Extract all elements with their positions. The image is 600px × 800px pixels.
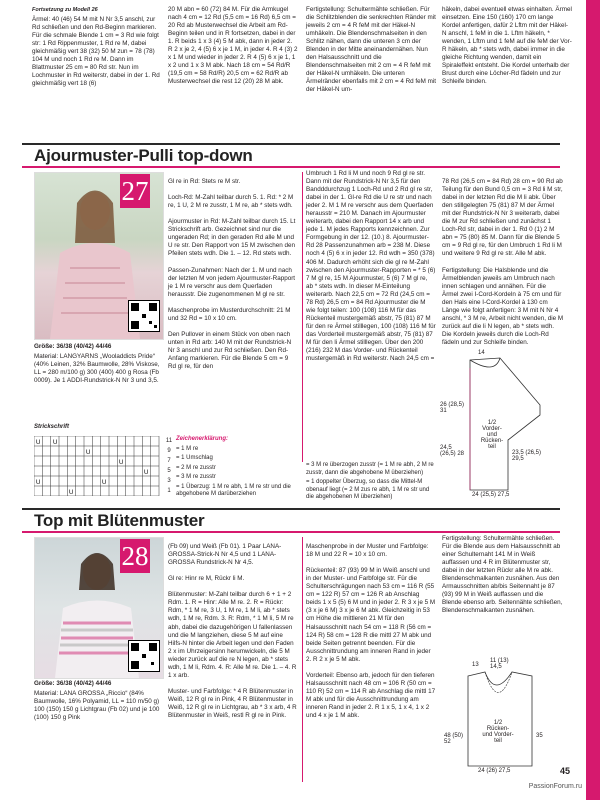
chart-row-label: 3 <box>167 478 171 484</box>
top-col3-text: Fertigstellung: Schultermähte schließen. Für die Schlitzblenden die senkrechten Ränder mit jeweils 2 cm = 4 R feM mit der Häkel-N umhäkeln. Die Blendenschmalseiten in den Schlitz nähen, dann die unteren 3 cm der Blenden in der Mitte aneinandernähen. Nun den Halsausschnitt und die Blendenschmalseiten mit 2 cm = 4 R feM mit der Häkel-N umhäkeln. Die unteren Ärmelränder ebenfalls mit 2 cm = 4 Rd feM mit der Häkel-N um- <box>306 6 437 94</box>
schema2-label-left: 48 (50) 52 <box>444 733 464 745</box>
section2-pink-rule <box>22 531 560 533</box>
svg-text:U: U <box>102 480 107 486</box>
section1-title: Ajourmuster-Pulli top-down <box>34 146 253 165</box>
legend-item: = 3 M re zusstr <box>176 474 216 480</box>
chart-row-label: 9 <box>167 448 171 454</box>
section1-schema <box>440 350 560 500</box>
section2-col-4 <box>442 535 564 617</box>
chart-row-label: 1 <box>167 488 171 494</box>
svg-text:U: U <box>86 450 91 456</box>
schema1-label-top: 14 <box>478 350 485 356</box>
svg-text:U: U <box>36 480 41 486</box>
section1-divider <box>302 172 303 462</box>
svg-text:U: U <box>36 440 41 446</box>
section1-col4-text: 78 Rd (26,5 cm = 84 Rd) 28 cm = 90 Rd ab Teilung für den Bund 0,5 cm = 3 Rd li M str, dabei in der letzten Rd die M li abk. Über den stillgelegten 75 (81) 87 M der Ärmel mit der Rundstrick-N Nr 3 weiterarb, dabei die M zur Rd schließen und zunächst 1 Loch-Rd str, dabei in der 1. Rd 0 (1) 2 M abn = 75 (80) 85 M. Dann für die Blende 5 cm = 9 Rd gl re, für den Umbruch 1 Rd li M und weitere 9 Rd gl re str. Alle M abk. Fertigstellung: Die Halsblende und die Ärmelblenden jeweils am Umbruch nach innen schlagen und annähen. Für die Ärmel zwei I-Cord-Kordeln à 75 cm und für den Hals eine I-Cord-Kordel à 130 cm Länge wie folgt anfertigen: 3 M mit N Nr 4 anschl, * 3 M re, Arbeit nicht wenden, die M zurück auf die li N legen, ab * stets wdh. Die Kordeln jeweils durch die Loch-Rd fädeln und zur Schleife binden. <box>442 178 564 346</box>
section1-material: Material: LANGYARNS „Wooladdicts Pride“ (40% Leinen, 32% Baumwolle, 28% Viskose, LL = 280 m/100 g) 300 (400) 400 g Rosa (Fb 0009). Je 1 ADDI-Rundstrick-N Nr 3 und 3,5. <box>34 353 160 385</box>
page-number: 45 <box>559 766 570 776</box>
schema2-label-top: 11 (13) 14,5 <box>490 658 509 670</box>
section1-col-2 <box>168 170 298 381</box>
legend-item: = 1 doppelter Überzug, so dass die Mittel-M obenauf liegt (= 2 M zus re abh, 1 M re str und die abgehobenen M überziehen) <box>306 479 430 500</box>
legend-item: = 2 M re zusstr <box>176 464 216 471</box>
section2-model-number: 28 <box>121 541 149 571</box>
continuation-heading: Fortsetzung zu Modell 26 <box>32 7 98 13</box>
page-edge-stripe <box>586 0 600 800</box>
legend-item: = 1 M re <box>176 445 199 452</box>
section1-pink-rule <box>22 166 560 168</box>
top-col4-text: häkeln, dabei eventuell etwas einhalten. Ärmel einsetzen. Eine 150 (160) 170 cm lange Kordel anfertigen, dafür 2 Lftm mit der Häkel-N anschl, 1 feM in die 1. Lftm häkeln, * wenden, 1 Lftm und 1 feM auf die feM der Vor-R häkeln, ab * stets wdh, dabei immer in die gleiche Richtung wenden, damit ein Spiraleffekt entsteht. Die Kordel unterhalb der Brust durch eine Löcher-Rd fädeln und zur Schleife binden. <box>442 6 572 86</box>
section1-size: Größe: 36/38 (40/42) 44/46 <box>34 343 112 350</box>
schema1-label-bottom: 24 (25,5) 27,5 <box>472 492 510 498</box>
chart-row-numbers <box>165 436 173 496</box>
section1-col2-text: Gl re in Rd: Stets re M str. Loch-Rd: M-Zahl teilbar durch 5. 1. Rd: * 2 M re, 1 U, 2 M re zusstr, 1 M re, ab * stets wdh. Ajourmuster in Rd: M-Zahl teilbar durch 15. Lt Strickschrift arb. Gezeichnet sind nur die ungeraden Rd; in den geraden Rd alle M und U re str. Den Rapport von 15 M zwischen den Pfeilen stets wdh. Die 1. – 12. Rd stets wdh. Passen-Zunahmen: Nach der 1. M und nach der letzten M von jedem Ajourmuster-Rapport je 1 M re verschr aus dem Querfaden herausstr. Die zugenommenen M gl re str. Maschenprobe im Musterdurchschnitt: 21 M und 32 Rd = 10 x 10 cm. Den Pullover in einem Stück von oben nach unten in Rd arb: 140 M mit der Rundstrick-N Nr 3 anschl und zur Rd schließen. Den Rd-Anfang markieren. Für die Blende 5 cm = 9 Rd gl re, für den <box>168 178 296 371</box>
chart-row-label: 7 <box>167 458 171 464</box>
section2-left-col <box>34 680 162 724</box>
top-col-3 <box>306 6 436 97</box>
strickschrift-label: Strickschrift <box>34 424 70 430</box>
schema2-label-bottom: 24 (26) 27,5 <box>478 768 511 774</box>
svg-text:U: U <box>69 490 74 496</box>
section1-col-3 <box>306 170 436 365</box>
top-col2-text: 20 M abn = 60 (72) 84 M. Für die Armkugel nach 4 cm = 12 Rd (5,5 cm = 16 Rd) 6,5 cm = 20 Rd ab Musterwechsel die Arbeit am Rd-Beginn teilen und in R fortsetzen, dabei in der 1. R beids 1 x 3 (4) 5 M abk, dann in jeder 2. R 2 x je 2, 4 (5) 6 x je 1 M, in jeder 4. R 4 (3) 2 x 1 M und wieder in jeder 2. R 4 (5) 6 x je 1, 1 x 2 und 1 x 3 M abk. Nach 18 cm = 54 Rd/R (19,5 cm = 58 Rd/R) 20,5 cm = 62 Rd/R ab Musterwechsel die rest 12 (20) 28 M abk. <box>168 6 298 86</box>
section2-col-3 <box>306 535 436 730</box>
zeichen-legend <box>176 436 302 501</box>
section2-divider <box>302 537 303 782</box>
section2-schema <box>440 658 560 776</box>
section1-col3-text: Umbruch 1 Rd li M und noch 9 Rd gl re str. Dann mit der Rundstrick-N Nr 3,5 für den Bandddurchzug 1 Loch-Rd und 2 Rd gl re str, dabei in der 1. Gl-re Rd die U re str und nach jeder 2. M 1 M re verschr aus dem Querfaden herausstr = 210 M. Danach im Ajourmuster weiterarb, dabei den Rapport 14 x arb und jede 1. M jedes Rapports kennzeichnen. Zur Formgebung in der 12. (10.) 8. Ajourmuster-Rd 28 Passenzunahmen arb = 238 M. Diese noch 4 (5) 6 x in jeder 12. Rd wdh = 350 (378) 406 M. Dadurch erhöht sich die gl re M-Zahl zwischen den Ajourmuster-Rapporten = * 5 (6) 7 M gl re, 15 M Ajourmuster, 5 (6) 7 M gl re, ab * stets wdh. In dieser M-Einteilung weiterarb. Nach 22,5 cm = 72 Rd (24,5 cm = 78 Rd) 26,5 cm = 84 Rd Ajourmuster die M wie folgt teilen: 100 (108) 116 M für das Rückenteil mustergemäß abstr, 75 (81) 87 M für den re Ärmel stilllegen, 100 (108) 116 M für das Vorderteil mustergemäß abstr, 75 (81) 87 M für den li Ärmel stilllegen. Über den 200 (216) 232 M das Vorder- und Rückenteil mustergemäß in Rd weiterstr. Nach 24,5 cm = <box>306 170 436 363</box>
section1-left-col <box>34 343 162 387</box>
section2-col4-text: Fertigstellung: Schultermähte schließen. Für die Blende aus dem Halsausschnitt ab einer Schulternaht 141 M in Weiß auffassen und 4 R im Blütenmuster str, dabei in der letzten Rückr alle M re abk. Blendenschmalkanten zusnähen. Aus den Armausschnitten ab/bis Seitennaht je 87 (93) 99 M in Weiß auffassen und die Blende ebenso arb. Seitennähte schließen, Blendenschmalkanten zusnähen. <box>442 535 563 615</box>
section1-col-4 <box>442 170 564 357</box>
schema2-label-top-left: 13 <box>472 662 479 668</box>
section2-material: Material: LANA GROSSA „Riccio“ (84% Baumwolle, 16% Polyamid, LL = 110 m/50 g) 100 (150) 150 g Lichtgrau (Fb 02) und je 100 (100) 150 g Pink <box>34 690 160 722</box>
top-col-4 <box>442 6 572 88</box>
section2-col-2 <box>168 535 298 730</box>
top-col-2 <box>168 6 298 88</box>
svg-text:U: U <box>53 440 58 446</box>
section2-col3-text: Maschenprobe in der Muster und Farbfolge: 18 M und 22 R = 10 x 10 cm. Rückenteil: 87 (93) 99 M in Weiß anschl und in der Muster- und Farbfolge str. Für die Schulterschrägungen nach 53 cm = 116 R (55 cm = 122 R) 57 cm = 126 R ab Anschlag beids 1 x 5 (5) 6 M und in jeder 2. R 3 x je 5 M (3 x je 6 M) 3 x je 6 M abk. Gleichzeitig in 53 cm Höhe die mittleren 21 M für den Halsausschnitt nach 54 cm = 118 R (56 cm = 124 R) 58 cm = 128 R die mittl 27 M abk und beide Seiten getrennt beenden. Für die Ausschnittrundung am inneren Rand in jeder 2. R 2 x je 5 M abk. Vorderteil: Ebenso arb, jedoch für den tieferen Halsausschnitt nach 48 cm = 106 R (50 cm = 110 R) 52 cm = 114 R ab Anschlag die mittl 17 M abk und für die Ausschnittrundung am inneren Rand in jeder 2. R 1 x 5, 1 x 4, 1 x 2 und 4 x je 1 M abk. <box>306 543 436 720</box>
legend-item: = 1 Überzug: 1 M re abh, 1 M re str und die abgehobene M darüberziehen <box>176 483 291 497</box>
schema1-label-left2: 24,5 (26,5) 28 <box>440 445 465 457</box>
section2-col2-text: (Fb 09) und Weiß (Fb 01). 1 Paar LANA-GROSSA-Strick-N Nr 4,5 und 1 LANA-GROSSA Rundstrick-N Nr 4,5. Gl re: Hinr re M, Rückr li M. Blütenmuster: M-Zahl teilbar durch 6 + 1 + 2 Rdm. 1. R = Hinr: Alle M re. 2. R = Rückr: Rdm, * 1 M re, 3 U, 1 M re, 1 M li, ab * stets wdh, 1 M re, Rdm. 3. R: Rdm, * 1 M li, 5 M re abh, dabei die dazugehörigen U fallenlassen und die M langziehen, diese 5 M auf eine Hilfs-N hinter die Arbeit legen und den Faden 2 x im Uhrzeigersinn herumwickeln, die 5 M wieder zurück auf die re N legen, ab * stets wdh, 1 M li, Rdm. 4. R: Alle M re. Die 1. – 4. R 1 x arb. Muster- und Farbfolge: * 4 R Blütenmuster in Weiß, 12 R gl re in Pink, 4 R Blütenmuster in Weiß, 12 R gl re in Lichtgrau, ab * 3 x arb, 4 R Blütenmuster in Weiß, restl R gl re in Pink. <box>168 543 297 720</box>
schema1-label-center: 1/2 Vorder- und Rücken-teil <box>480 420 504 450</box>
section1-rule <box>22 143 560 145</box>
watermark: PassionForum.ru <box>528 783 582 790</box>
legend-item: = 1 Umschlag <box>176 455 213 461</box>
chart-row-label: 5 <box>167 468 171 474</box>
schema-drawing <box>440 658 560 776</box>
top-col-1 <box>32 6 160 90</box>
zeichen-title: Zeichenerklärung: <box>176 436 229 442</box>
svg-text:U: U <box>144 470 149 476</box>
svg-text:U: U <box>119 460 124 466</box>
schema2-label-right: 35 <box>536 733 543 739</box>
section1-model-number: 27 <box>121 176 149 206</box>
section2-rule <box>22 508 560 510</box>
section2-size: Größe: 36/38 (40/42) 44/46 <box>34 680 112 687</box>
zeichen-legend-2 <box>306 462 436 504</box>
chart-row-label: 11 <box>165 438 173 444</box>
top-col1-text: Ärmel: 40 (46) 54 M mit N Nr 3,5 anschl, zur Rd schließen und den Rd-Beginn markieren. Für die schmale Blende 1 cm = 3 Rd wie folgt str: 1 Rd Rippenmuster, 1 Rd re M, dabei gleichmäßig vert 38 (32) 50 M zun = 78 (78) 104 M und noch 1 Rd re M. Dann im Blattmuster 25 cm = 80 Rd str. Nun im Lochmuster in Rd weiterstr, dabei in der 1. Rd gleichmäßig vert 18 (6) <box>32 16 160 88</box>
schema2-label-center: 1/2 Rücken- und Vorder-teil <box>482 720 514 744</box>
schema1-label-left: 26 (28,5) 31 <box>440 402 465 414</box>
section1-qr-code[interactable] <box>128 300 160 332</box>
schema1-label-right: 23,5 (26,5) 29,5 <box>512 450 542 462</box>
section2-qr-code[interactable] <box>128 640 160 672</box>
legend-item: = 3 M re überzogen zusstr (= 1 M re abh, 2 M re zusstr, dann die abgehobene M überziehen) <box>306 462 434 476</box>
strickschrift-chart <box>34 436 164 496</box>
section2-title: Top mit Blütenmuster <box>34 511 205 530</box>
